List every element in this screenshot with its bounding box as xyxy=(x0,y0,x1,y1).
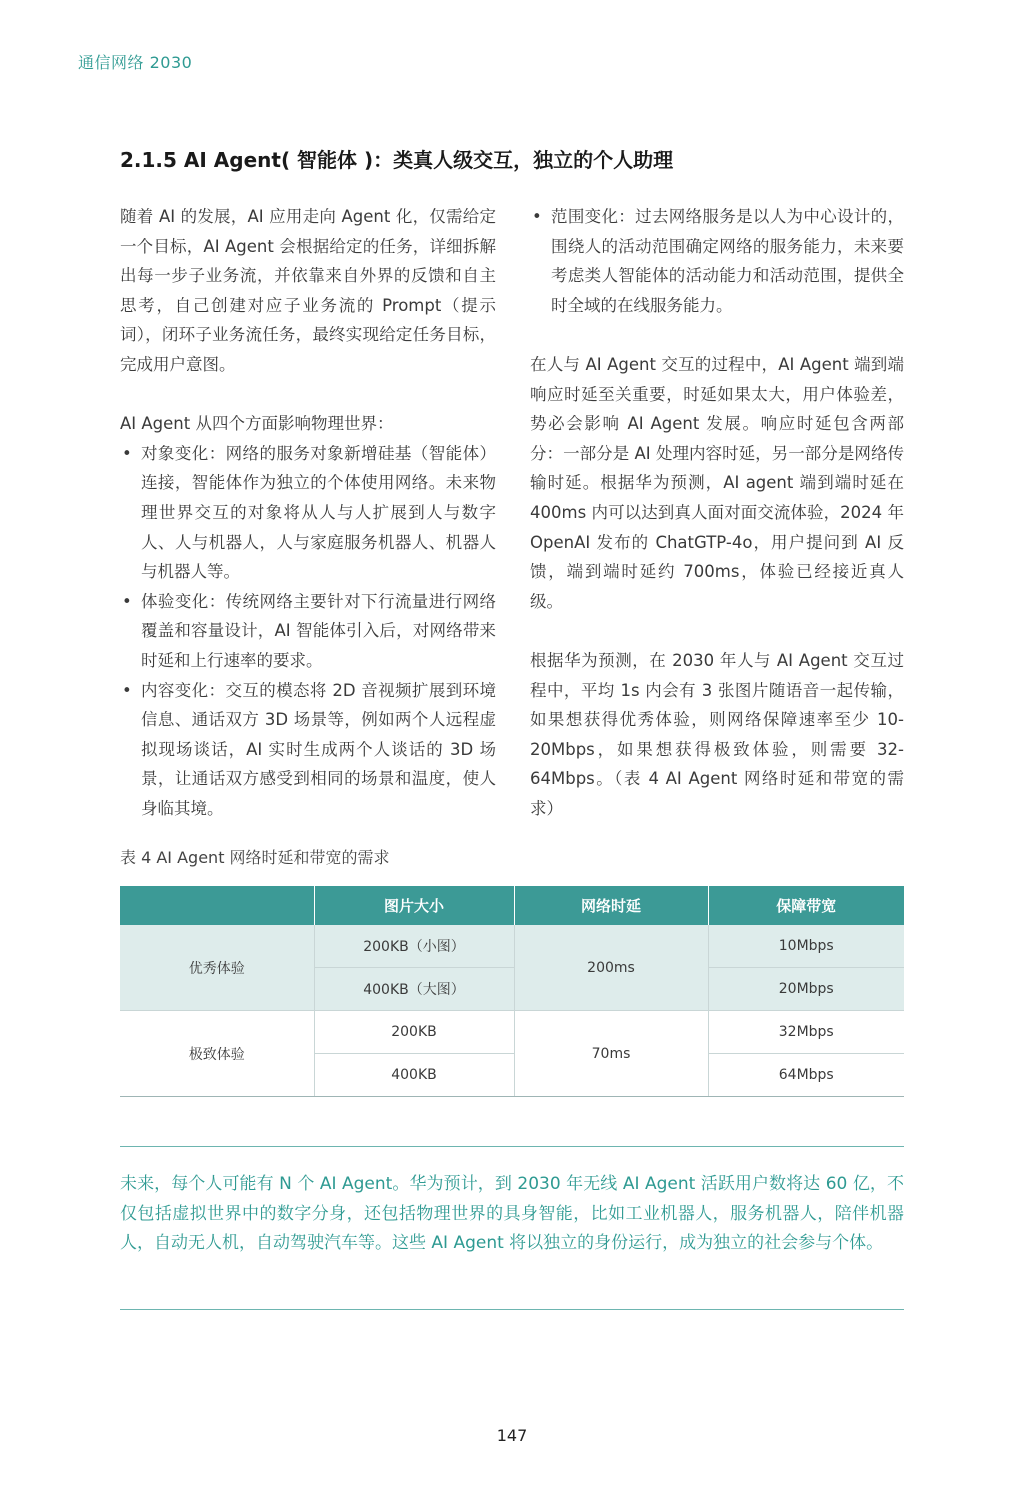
page-number: 147 xyxy=(496,1426,528,1445)
table-caption: 表 4 AI Agent 网络时延和带宽的需求 xyxy=(120,848,390,867)
experience-label-cell: 极致体验 xyxy=(120,1011,314,1097)
bandwidth-cell: 10Mbps xyxy=(708,925,904,968)
list-item: • 内容变化：交互的模态将 2D 音视频扩展到环境信息、通话双方 3D 场景等，例如两个人远程虚拟现场谈话，AI 实时生成两个人谈话的 3D 场景，让通话双方感受到相同的场景和温度，使人身临其境。 xyxy=(120,676,496,824)
list-item: • 对象变化：网络的服务对象新增硅基（智能体）连接，智能体作为独立的个体使用网络。未来物理世界交互的对象将从人与人扩展到人与数字人、人与机器人，人与家庭服务机器人、机器人与机器人等。 xyxy=(120,439,496,587)
list-item: • 范围变化：过去网络服务是以人为中心设计的，围绕人的活动范围确定网络的服务能力，未来要考虑类人智能体的活动能力和活动范围，提供全时全域的在线服务能力。 xyxy=(530,202,904,320)
image-size-cell: 200KB xyxy=(314,1011,514,1054)
latency-cell: 70ms xyxy=(514,1011,708,1097)
bandwidth-cell: 64Mbps xyxy=(708,1054,904,1097)
right-column xyxy=(530,202,904,853)
impact-lead: AI Agent 从四个方面影响物理世界： xyxy=(120,414,394,434)
list-item: • 体验变化：传统网络主要针对下行流量进行网络覆盖和容量设计，AI 智能体引入后，对网络带来时延和上行速率的要求。 xyxy=(120,587,496,676)
callout-bottom-divider xyxy=(120,1309,904,1310)
latency-cell: 200ms xyxy=(514,925,708,1011)
bandwidth-paragraph: 根据华为预测，在 2030 年人与 AI Agent 交互过程中，平均 1s 内会有 3 张图片随语音一起传输，如果想获得优秀体验，则网络保障速率至少 10-20Mbps，如果想获得极致体验，则需要 32-64Mbps。（表 4 AI Agent 网络时延和带宽的需求） xyxy=(530,650,904,818)
header-cell-empty xyxy=(120,886,314,925)
bandwidth-cell: 20Mbps xyxy=(708,968,904,1011)
header-cell-bandwidth: 保障带宽 xyxy=(708,886,904,925)
image-size-cell: 400KB xyxy=(314,1054,514,1097)
table-row xyxy=(120,1011,904,1054)
intro-paragraph: 随着 AI 的发展，AI 应用走向 Agent 化，仅需给定一个目标，AI Agent 会根据给定的任务，详细拆解出每一步子业务流，并依靠来自外界的反馈和自主思考，自己创建对应子业务流的 Prompt（提示词），闭环子业务流任务，最终实现给定任务目标，完成用户意图。 xyxy=(120,207,496,374)
header-cell-latency: 网络时延 xyxy=(514,886,708,925)
callout-top-divider xyxy=(120,1146,904,1147)
image-size-cell: 400KB（大图） xyxy=(314,968,514,1011)
requirements-table xyxy=(120,886,904,1097)
callout-text: 未来，每个人可能有 N 个 AI Agent。华为预计，到 2030 年无线 AI Agent 活跃用户数将达 60 亿，不仅包括虚拟世界中的数字分身，还包括物理世界的具身智能，比如工业机器人，服务机器人，陪伴机器人，自动无人机，自动驾驶汽车等。这些 AI Agent 将以独立的身份运行，成为独立的社会参与个体。 xyxy=(120,1174,904,1253)
experience-label-cell: 优秀体验 xyxy=(120,925,314,1011)
section-title: 2.1.5 AI Agent( 智能体 )：类真人级交互，独立的个人助理 xyxy=(120,148,674,172)
table-header-row xyxy=(120,886,904,925)
bandwidth-cell: 32Mbps xyxy=(708,1011,904,1054)
left-column xyxy=(120,202,496,853)
table-row xyxy=(120,925,904,968)
impact-list xyxy=(120,439,496,824)
latency-paragraph: 在人与 AI Agent 交互的过程中，AI Agent 端到端响应时延至关重要，时延如果太大，用户体验差，势必会影响 AI Agent 发展。响应时延包含两部分：一部分是 AI 处理内容时延，另一部分是网络传输时延。根据华为预测，AI agent 端到端时延在 400ms 内可以达到真人面对面交流体验，2024 年 OpenAI 发布的 ChatGTP-4o，用户提问到 AI 反馈，端到端时延约 700ms，体验已经接近真人级。 xyxy=(530,354,904,611)
header-cell-image-size: 图片大小 xyxy=(314,886,514,925)
running-header: 通信网络 2030 xyxy=(78,53,193,72)
scope-list xyxy=(530,202,904,320)
image-size-cell: 200KB（小图） xyxy=(314,925,514,968)
